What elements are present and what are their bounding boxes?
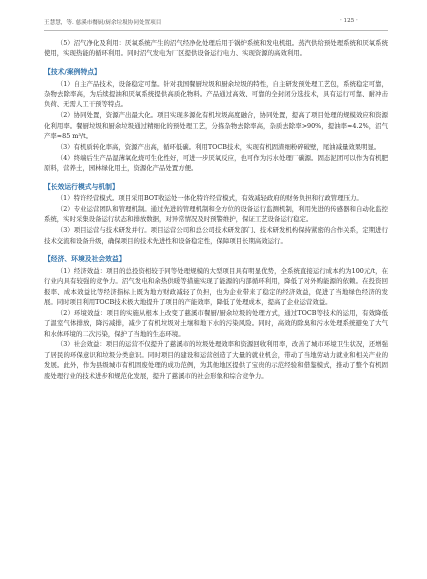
paragraph-operation-2: （2）专业运营团队和管理机制。通过先进的管理机制和全方位的设备运行监测机制，利用先进的传感器和自动化监控系统，实时采集设备运行状态和排放数据，对异常情况及时预警维护，保证工艺设备运行稳定。 [44, 205, 388, 224]
paragraph-feature-1: （1）自主产品技术，设备稳定可靠。针对我国餐厨垃圾和厨余垃圾的特性，自主研发预处理工艺包，系统稳定可靠，杂物去除率高，为后续提油和厌氧系统提供高质化物料。产品通过高效、可靠的全封闭分选技术，具有运行可靠、耐冲击负荷、无需人工干预等特点。 [44, 79, 388, 109]
header-rule [44, 30, 388, 31]
running-header [0, 6, 427, 34]
section-title-benefits: 【经济、环境及社会效益】 [44, 255, 126, 264]
body-text [44, 38, 388, 381]
paragraph-benefit-economic: （1）经济效益：项目的总投资相较于同等处理规模的大型项目具有明显优势，全系统直接运行成本约为100元/t，在行业内具有较强的竞争力。沼气发电和余热供暖等措施实现了能源的内部循环利用，降低了对外购能源的依赖。在投资回报率、成本效益比等经济指标上既为地方财政减轻了负担，也为企业带来了稳定的经济效益，促进了当地绿色经济的发展。同时项目利用TOCB技术极大地提升了项目的产能效率，降低了处理成本，提高了企业运营效益。 [44, 266, 388, 307]
paragraph-operation-1: （1）特许经营模式。项目采用BOT收运处一体化特许经营模式，有效减轻政府的财务负担和行政管理压力。 [56, 194, 363, 203]
paragraph-feature-4: （4）终端后生产品湿薄氧化烧可生化性好，可进一步厌氧反应，也可作为污水处理厂碳源。固态泥团可以作为有机肥原料，营养土，园林绿化用土，资源化产品处置方便。 [44, 153, 388, 173]
running-header-authors: 王慧慧，等. 慈溪市餐厨/厨余垃圾协同处置项目 [44, 20, 162, 26]
section-title-features: 【技术/案例特点】 [44, 68, 101, 77]
section-title-operation: 【长效运行模式与机制】 [44, 182, 119, 191]
paragraph-feature-3: （3）有机质转化率高，资源产出高，循环低碳。利用TOCB技术，实现有机固渣细粉碎破壁，尾油减量效果明显。 [56, 142, 381, 151]
paragraph-operation-3: （3）项目运营与技术研发并行。项目运营公司和总公司技术研发部门、技术研发机构保持紧密的合作关系，定期进行技术交流和设备升级，确保项目的技术先进性和设备稳定性，保障项目长期高效运行。 [44, 226, 388, 245]
paragraph-benefit-environmental: （2）环境效益：项目的实施从根本上改变了慈溪市餐厨/厨余垃圾的处理方式，通过TOCB等技术的运用，有效降低了温室气体排放，降污减排，减少了有机垃圾对土壤和地下水的污染风险。同时，高效的除臭和污水处理系统避免了大气和水体环境的二次污染，保护了当地的生态环境。 [44, 308, 388, 338]
page-number: · 125 · [340, 18, 358, 24]
paragraph-feature-2: （2）协同处置，资源产出最大化。项目实现多源化有机垃圾高度融合，协同处置，提高了项目处理的规模效应和资源化利用率。餐厨垃圾和厨余垃圾通过精细化的预处理工艺，分拣杂物去除率高，杂质去除率>90%，提油率≈4.2%，沼气产率≈85 m³/t。 [44, 111, 388, 141]
paragraph-benefit-social: （3）社会效益：项目的运营不仅提升了慈溪市的垃圾处理效率和资源回收利用率，改善了城市环境卫生状况，还增强了居民的环保意识和垃圾分类意识。同时项目的建设和运营创造了大量的就业机会，带动了当地劳动力就业和相关产业的发展。此外，作为县级城市有机固废处理的成功范例，为其他地区提供了宝贵的示范经验和借鉴模式，推动了整个有机固废处理行业的技术进步和规范化发展，提升了慈溪市的社会形象和综合竞争力。 [44, 340, 388, 380]
paragraph-biogas-utilization: （5）沼气净化及利用：厌氧系统产生的沼气经净化处理后用于锅炉系统和发电机组。蒸汽供给预处理系统和厌氧系统使用，实现热能的循环利用。同时沼气发电为厂区提供设备运行电力、实现资源的高效利用。 [44, 39, 388, 58]
